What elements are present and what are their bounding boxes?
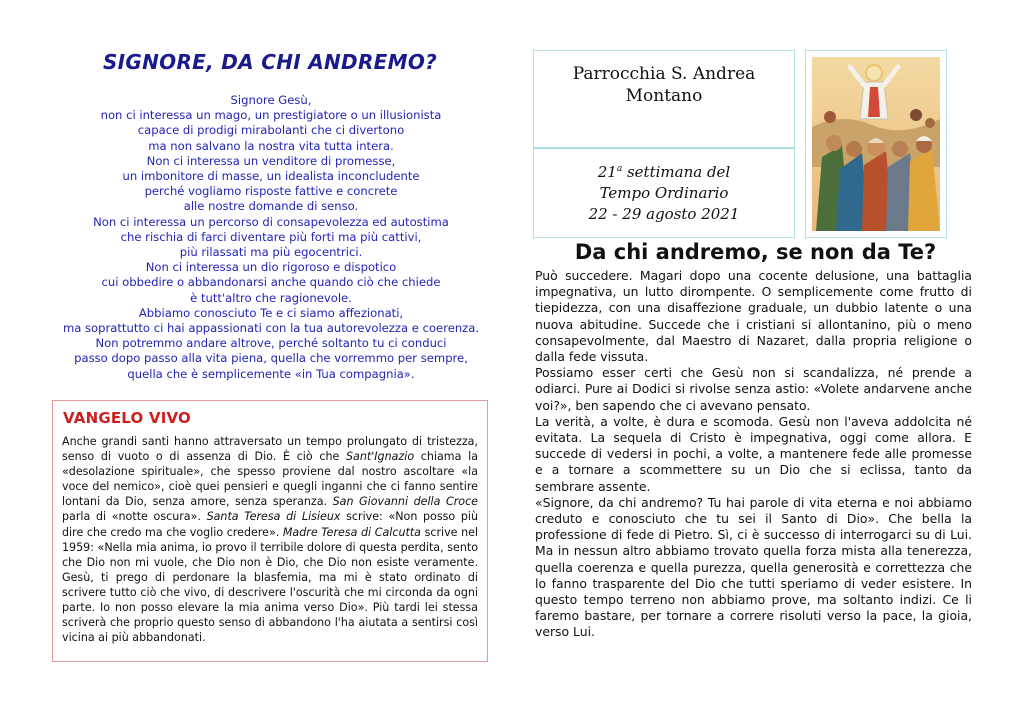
poem-line: quella che è semplicemente «in Tua compagnia». [127, 366, 415, 381]
poem-line: più rilassati ma più egocentrici. [179, 245, 363, 260]
parish-name-line2: Montano [625, 86, 703, 106]
week-dates: 22 - 29 agosto 2021 [588, 205, 740, 223]
illustration-svg [812, 57, 940, 231]
week-number-suffix: a [616, 164, 623, 174]
poem-line: Abbiamo conosciuto Te e ci siamo affezionati, [138, 305, 404, 320]
week-info-box [533, 148, 795, 238]
vangelo-text-part: scrive: «Non posso più dire che credo ma che voglio credere». [62, 510, 479, 539]
article-paragraph: La verità, a volte, è dura e scomoda. Gesù non l'aveva addolcita né evitata. La sequela di Cristo è impegnativa, oggi come allora. E succede di vedersi in pochi, a volte, a mantenere fede alle promesse e a tornare a scommettere su un Dio che si eclissa, tanto da sembrare assente. [535, 413, 972, 494]
vangelo-text-part: parla di «notte oscura». [62, 510, 207, 524]
article-title: Da chi andremo, se non da Te? [574, 240, 937, 264]
week-number-line [534, 159, 794, 183]
poem-line: perché vogliamo risposte fattive e concrete [144, 184, 398, 199]
poem-line: alle nostre domande di senso. [183, 199, 359, 214]
vangelo-vivo-box [52, 400, 488, 662]
poem-line: cui obbedire o abbandonarsi anche quando ciò che chiede [101, 275, 441, 290]
vangelo-saint-name: Sant'Ignazio [346, 450, 415, 464]
poem-title: SIGNORE, DA CHI ANDREMO? [102, 50, 438, 74]
vangelo-text [62, 434, 478, 645]
poem-line: un imbonitore di masse, un idealista inconcludente [122, 169, 420, 184]
article-body [535, 268, 972, 641]
parish-name-line1: Parrocchia S. Andrea [572, 64, 756, 84]
poem-line: capace di prodigi mirabolanti che ci divertono [137, 123, 405, 138]
poem-line: ma soprattutto ci hai appassionati con la tua autorevolezza e coerenza. [62, 321, 480, 336]
week-number: 21 [597, 163, 617, 181]
article-paragraph: Possiamo esser certi che Gesù non si scandalizza, né prende a odiarci. Pure ai Dodici si rivolse senza astio: «Volete andarvene anche voi?», ben sapendo che ci avevano pensato. [535, 365, 972, 413]
vangelo-text-part: scrive nel 1959: «Nella mia anima, io provo il terribile dolore di questa perdita, sento che Dio non mi vuole, che Dio non è Dio, che Dio non esiste veramente. Gesù, ti prego di perdonare la blasfemia, ma mi è stato ordinato di scrivere tutto ciò che vivo, di descrivere l'oscurità che mi circonda da ogni parte. Io non posso elevare la mia anima verso Dio». Più tardi lei stessa scriverà che proprio questo senso di abbandono l'ha aiutata a sentirsi così vicina ai più abbandonati. [62, 525, 479, 645]
vangelo-text-part: chiama la «desolazione spirituale», che spesso proviene dal nostro ascoltare «la voce del nemico», cioè quei pensieri e quegli inganni che ci fanno sentire lontani da Dio, senza amore, senza speranza. [62, 450, 478, 509]
poem-line: Non ci interessa un venditore di promesse, [146, 153, 396, 168]
week-label: settimana del [622, 163, 731, 181]
vangelo-saint-name: Santa Teresa di Lisieux [206, 510, 341, 524]
poem-line: Non ci interessa un dio rigoroso e dispotico [145, 260, 397, 275]
article-paragraph: Può succedere. Magari dopo una cocente delusione, una battaglia impegnativa, un lutto dirompente. O semplicemente come frutto di tiepidezza, con una disaffezione graduale, un dubbio latente o una nuova abitudine. Succede che i cristiani si allontanino, più o meno consapevolmente, dal Maestro di Nazaret, dalla propria religione o dalla fede vissuta. [535, 268, 972, 365]
parish-header-box [533, 50, 795, 148]
poem-line: non ci interessa un mago, un prestigiatore o un illusionista [100, 108, 442, 123]
poem-line: Non potremmo andare altrove, perché soltanto tu ci conduci [95, 336, 447, 351]
poem-line: è tutt'altro che ragionevole. [190, 290, 352, 305]
vangelo-title: VANGELO VIVO [63, 409, 191, 427]
liturgical-season: Tempo Ordinario [599, 184, 729, 202]
poem-line: Non ci interessa un percorso di consapevolezza ed autostima [93, 214, 449, 229]
jesus-crowd-illustration-icon [805, 50, 947, 238]
poem-line: Signore Gesù, [230, 93, 312, 107]
poem-line: ma non salvano la nostra vita tutta intera. [148, 138, 394, 153]
vangelo-text-part: Anche grandi santi hanno attraversato un tempo prolungato di tristezza, senso di vuoto o di assenza di Dio. È ciò che [62, 435, 478, 464]
poem-line: che rischia di farci diventare più forti ma più cattivi, [120, 229, 422, 244]
poem-body [46, 93, 496, 382]
vangelo-saint-name: Madre Teresa di Calcutta [282, 525, 421, 539]
poem-line: passo dopo passo alla vita piena, quella che vorremmo per sempre, [74, 351, 468, 366]
vangelo-saint-name: San Giovanni della Croce [332, 495, 478, 509]
article-paragraph: «Signore, da chi andremo? Tu hai parole di vita eterna e noi abbiamo creduto e conosciuto che tu sei il Santo di Dio». Che bella la professione di fede di Pietro. Sì, ci è successo di interrogarci su di Lui. Ma in nessun altro abbiamo trovato quella forza mista alla tenerezza, quella coerenza e quella purezza, quella generosità e correttezza che lo fanno trasparente del Dio che tutti speriamo di veder esistere. In questo tempo terreno non abbiamo prove, ma soltanto indizi. Ce li faremo bastare, per tornare a correre risoluti verso la pace, la gioia, verso Lui. [535, 494, 972, 640]
